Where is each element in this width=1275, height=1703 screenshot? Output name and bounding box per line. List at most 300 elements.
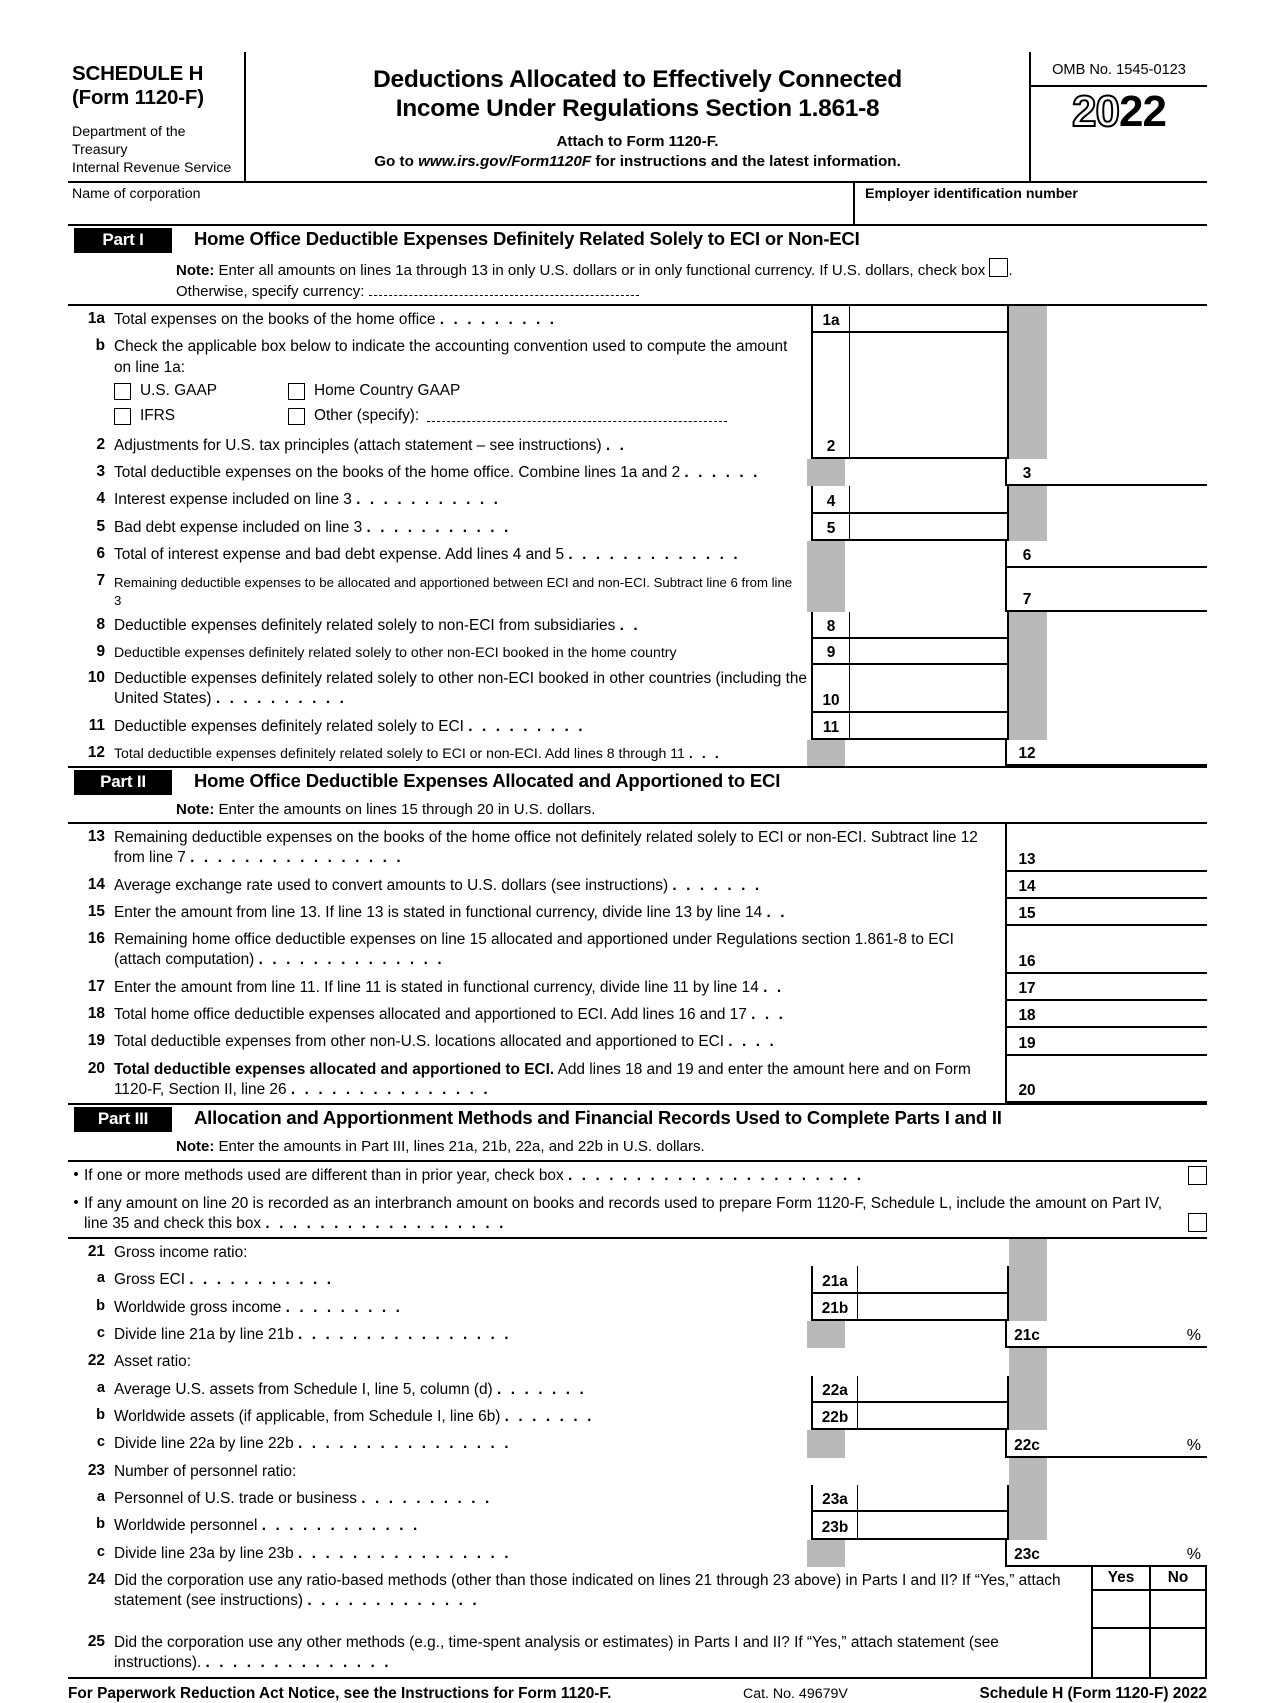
line-21c-letter: c [96,1324,105,1341]
line-1b-number: b [95,337,105,355]
line-16-box-label: 16 [1005,926,1047,974]
line-8-number: 8 [96,616,105,634]
shaded-cell [1009,639,1047,665]
line-21c-row [68,1321,1207,1348]
line-18-row [68,1001,1207,1028]
line-13-amount-input[interactable] [1047,824,1207,872]
part-2-note [68,797,1207,822]
line-23a-amount-input[interactable] [857,1485,1009,1512]
tax-year-block [1031,87,1207,136]
leader-dots: . . . . . . . . . [468,717,586,735]
leader-dots: . . [619,617,641,635]
part-3-note-text: Enter the amounts in Part III, lines 21a, 21b, 22a, and 22b in U.S. dollars. [214,1138,705,1156]
line-22a-row [68,1376,1207,1403]
part-1-note-end: . [1008,262,1013,280]
line-8-description [114,612,811,639]
line-11-text: Deductible expenses definitely related solely to ECI [114,717,464,735]
line-16-number: 16 [87,930,105,948]
empty-cell [1047,333,1207,431]
leader-dots: . . . . . . . . . . . . . . . . [190,849,404,867]
line-13-description [114,824,1005,872]
ein-field[interactable] [855,183,1207,224]
line-22c-letter: c [96,1434,105,1451]
line-19-number: 19 [87,1032,105,1050]
line-18-amount-input[interactable] [1047,1001,1207,1028]
line-7-amount-input[interactable] [1047,568,1207,612]
shaded-cell [1009,665,1047,713]
ifrs-checkbox[interactable] [114,408,131,425]
line-20-row [68,1056,1207,1104]
line-22b-description [114,1403,811,1430]
checkbox-other[interactable] [288,406,727,426]
us-gaap-checkbox[interactable] [114,383,131,400]
header-title-block [246,52,1031,181]
line-12-box-label: 12 [1005,740,1047,766]
part-2-note-text: Enter the amounts on lines 15 through 20 in U.S. dollars. [214,800,596,818]
part-3-banner [68,1103,1207,1161]
line-23b-amount-input[interactable] [857,1512,1009,1539]
line-17-row [68,974,1207,1001]
line-3-number: 3 [96,462,105,480]
paperwork-notice: For Paperwork Reduction Act Notice, see the Instructions for Form 1120-F. [68,1684,612,1702]
tax-year [1072,87,1166,136]
line-10-number: 10 [87,669,105,687]
line-24-yes-column[interactable] [1091,1567,1149,1629]
spacer-cell [849,1458,1009,1485]
bullet-prior-year-methods [68,1162,1207,1190]
line-1b-text: Check the applicable box below to indicate the accounting convention used to compute the amount on line 1a: [114,338,788,376]
line-1a-text: Total expenses on the books of the home office [114,310,436,328]
line-4-text: Interest expense included on line 3 [114,491,352,509]
leader-dots: . . . . . . . . . . . . . [307,1592,480,1610]
line-18-box-label: 18 [1005,1001,1047,1028]
line-1a-number: 1a [87,309,105,327]
leader-dots: . . . . . . . . . . . . . . . . [297,1325,512,1343]
part-2-note-label: Note: [176,800,215,818]
ifrs-label: IFRS [140,407,176,425]
line-11-box-label: 11 [811,713,849,740]
line-22a-amount-input[interactable] [857,1376,1009,1403]
line-5-number: 5 [96,517,105,535]
spacer-cell [849,1239,1009,1266]
line-4-description [114,486,811,513]
line-16-amount-input[interactable] [1047,926,1207,974]
line-18-text: Total home office deductible expenses allocated and apportioned to ECI. Add lines 16 and 17 [114,1006,747,1024]
line-14-description [114,872,1005,899]
other-specify-input[interactable] [427,411,727,422]
home-country-gaap-checkbox[interactable] [288,383,305,400]
omb-number: OMB No. 1545-0123 [1031,52,1207,87]
line-23a-text: Personnel of U.S. trade or business [114,1489,357,1507]
empty-cell [1047,486,1207,513]
leader-dots: . . . . . . . [504,1407,595,1425]
part-3-note-label: Note: [176,1138,215,1156]
part-1-tag: Part I [74,228,172,253]
dept-line-1: Department of the Treasury [72,124,186,159]
line-22c-text: Divide line 22a by line 22b [114,1435,294,1453]
shaded-cell [1009,1376,1047,1403]
line-8-text: Deductible expenses definitely related solely to non-ECI from subsidiaries [114,617,616,635]
line-7-description [114,568,807,612]
leader-dots: . . . . . . . . . . . . . [568,545,741,563]
line-7-number-real: 7 [96,572,105,590]
line-18-description [114,1001,1005,1028]
line-21b-letter: b [96,1297,105,1314]
part-3-note [68,1134,1207,1159]
header-right [1031,52,1207,181]
prior-year-methods-checkbox[interactable] [1188,1166,1207,1185]
part-1-title: Home Office Deductible Expenses Definitely Related Solely to ECI or Non-ECI [194,228,860,250]
goto-suffix: for instructions and the latest information. [591,152,901,170]
line-15-amount-input[interactable] [1047,899,1207,926]
line-1b-row [68,333,1207,431]
line-14-row [68,872,1207,899]
line-22c-row [68,1430,1207,1457]
line-10-row [68,665,1207,713]
line-23c-description [114,1540,807,1567]
line-22-number: 22 [87,1352,105,1370]
line-22a-description [114,1376,811,1403]
line-23b-row [68,1512,1207,1539]
line-3-text: Total deductible expenses on the books of the home office. Combine lines 1a and 2 [114,463,681,481]
leader-dots: . . [605,436,627,454]
line-20-amount-input[interactable] [1047,1056,1207,1104]
line-4-amount-input[interactable] [849,486,1009,513]
tax-year-suffix: 22 [1119,87,1166,136]
part-2-title: Home Office Deductible Expenses Allocated and Apportioned to ECI [194,769,781,791]
line-21-description [114,1239,811,1266]
line-22-description [114,1348,811,1375]
line-1a-description [114,306,811,333]
line-24-number: 24 [87,1570,105,1588]
line-22b-amount-input[interactable] [857,1403,1009,1430]
line-12-amount-input[interactable] [1047,740,1207,766]
line-24-text: Did the corporation use any ratio-based methods (other than those indicated on lines 21 through 23 above) in Parts I and II? If “Yes,” attach statement (see instructions) [114,1571,1061,1610]
part-3-bullets [68,1162,1207,1239]
line-6-amount-input[interactable] [1047,541,1207,568]
line-10-description [114,665,811,713]
spacer-cell [1047,1485,1207,1512]
line-22a-box-label: 22a [811,1376,857,1403]
attach-instruction: Attach to Form 1120-F. [556,132,719,150]
name-of-corporation-label: Name of corporation [72,186,201,203]
line-17-amount-input[interactable] [1047,974,1207,1001]
shaded-cell [1009,1512,1047,1539]
shaded-cell [1009,1266,1047,1293]
line-22a-letter: a [96,1379,105,1396]
line-10-box-label: 10 [811,665,849,713]
line-25-yes-column[interactable] [1091,1629,1149,1677]
shaded-cell [1009,486,1047,513]
spacer-cell [1047,1348,1207,1375]
line-13-number: 13 [87,827,105,845]
line-3-description [114,459,807,486]
line-13-row [68,824,1207,872]
line-17-box-label: 17 [1005,974,1047,1001]
leader-dots: . . [766,903,788,921]
leader-dots: . . . [688,745,722,761]
interbranch-amount-checkbox[interactable] [1188,1213,1207,1232]
form-title-line-2: Income Under Regulations Section 1.861-8 [395,94,880,122]
line-23c-percent-input[interactable] [1047,1540,1207,1567]
line-11-amount-input[interactable] [849,713,1009,740]
line-15-row [68,899,1207,926]
spacer-cell [811,1239,849,1266]
leader-dots: . . . . . . . . . . . . [261,1517,420,1535]
empty-cell [845,740,1005,766]
accounting-convention-row-2 [114,403,807,428]
line-21b-text: Worldwide gross income [114,1298,282,1316]
line-17-number: 17 [87,977,105,995]
line-17-description [114,974,1005,1001]
checkbox-home-country-gaap[interactable] [288,381,460,401]
line-4-row [68,486,1207,513]
line-21c-box-label: 21c [1005,1321,1047,1348]
shaded-cell [1009,1403,1047,1430]
line-13-text: Remaining deductible expenses on the books of the home office not definitely related solely to ECI or non-ECI. Subtract line 12 from line 7 [114,828,978,867]
line-22b-text: Worldwide assets (if applicable, from Schedule I, line 6b) [114,1407,501,1425]
line-17-text: Enter the amount from line 11. If line 11 is stated in functional currency, divide line 11 by line 14 [114,978,759,996]
line-14-text: Average exchange rate used to convert amounts to U.S. dollars (see instructions) [114,876,669,894]
line-12-description [114,740,807,766]
name-of-corporation-field[interactable] [68,183,855,224]
line-23c-text: Divide line 23a by line 23b [114,1544,294,1562]
line-22b-letter: b [96,1406,105,1423]
us-gaap-label: U.S. GAAP [140,381,217,399]
line-10-amount-input[interactable] [849,665,1009,713]
checkbox-ifrs[interactable] [114,406,288,426]
empty-cell [1047,514,1207,541]
line-2-amount-input[interactable] [849,432,1009,459]
line-2-description [114,432,811,459]
line-21-row [68,1239,1207,1266]
line-25-no-column[interactable] [1149,1629,1207,1677]
line-16-description [114,926,1005,974]
line-21-number: 21 [87,1242,105,1260]
line-23a-letter: a [96,1488,105,1505]
bullet-1-text: If one or more methods used are different than in prior year, check box [84,1166,564,1184]
line-21c-description [114,1321,807,1348]
line-3-row [68,459,1207,486]
line-25-yes-checkbox[interactable] [1093,1629,1149,1677]
line-22c-description [114,1430,807,1457]
line-19-box-label: 19 [1005,1028,1047,1055]
line-24-yes-checkbox[interactable] [1093,1591,1149,1629]
line-23b-text: Worldwide personnel [114,1517,258,1535]
line-2-box-label: 2 [811,432,849,459]
checkbox-us-gaap[interactable] [114,381,288,401]
shaded-cell [807,568,845,612]
line-21a-row [68,1266,1207,1293]
line-13-box-label: 13 [1005,824,1047,872]
line-21a-amount-input[interactable] [857,1266,1009,1293]
line-1a-box-label: 1a [811,306,849,333]
line-20-text-bold: Total deductible expenses allocated and apportioned to ECI. [114,1060,555,1078]
line-7-row [68,568,1207,612]
shaded-cell [1009,1294,1047,1321]
line-10-text: Deductible expenses definitely related solely to other non-ECI booked in other countries (including the United States) [114,670,807,708]
form-number: (Form 1120-F) [72,86,204,110]
shaded-cell [1009,713,1047,740]
line-1a-amount-input[interactable] [849,306,1009,333]
line-15-box-label: 15 [1005,899,1047,926]
line-11-number: 11 [88,716,105,734]
part-1-note-line2: Otherwise, specify currency: [176,282,365,300]
currency-input-line[interactable] [369,285,639,296]
line-2-row [68,432,1207,459]
ein-label: Employer identification number [865,186,1078,203]
line-8-amount-input[interactable] [849,612,1009,639]
line-15-number: 15 [87,902,105,920]
no-header: No [1151,1567,1205,1591]
line-21a-letter: a [96,1270,105,1287]
percent-symbol: % [1186,1436,1201,1454]
line-21-text: Gross income ratio: [114,1243,248,1261]
line-23b-letter: b [96,1516,105,1533]
leader-dots: . . . . . . . . . . . . . . [258,951,445,969]
shaded-cell [1009,432,1047,459]
bullet-dot-icon: • [73,1165,79,1183]
line-21b-amount-input[interactable] [857,1294,1009,1321]
header-left [68,52,246,181]
line-22-text: Asset ratio: [114,1353,191,1371]
line-19-amount-input[interactable] [1047,1028,1207,1055]
line-25-text: Did the corporation use any other methods (e.g., time-spent analysis or estimates) in Parts I and II? If “Yes,” attach statement (see instructions). [114,1633,999,1672]
line-6-description [114,541,807,568]
leader-dots: . . . . . . . . . . . . . . . . [297,1544,512,1562]
line-25-description [114,1629,1091,1677]
form-identifier: Schedule H (Form 1120-F) 2022 [979,1684,1207,1702]
dept-line-2: Internal Revenue Service [72,160,232,177]
leader-dots: . . . . . . . . . . . . . . . . . . [265,1215,507,1233]
empty-cell [845,541,1005,568]
shaded-cell [807,740,845,766]
empty-cell [845,568,1005,612]
line-2-text: Adjustments for U.S. tax principles (attach statement – see instructions) [114,436,602,454]
form-title-line-1: Deductions Allocated to Effectively Connected [373,66,902,93]
accounting-convention-row-1 [114,378,807,403]
spacer-cell [1047,1512,1207,1539]
line-6-box-label: 6 [1005,541,1047,568]
line-19-text: Total deductible expenses from other non-U.S. locations allocated and apportioned to ECI [114,1033,725,1051]
bullet-2-text: If any amount on line 20 is recorded as an interbranch amount on books and records used to prepare Form 1120-F, Schedule L, include the amount on Part IV, line 35 and check this box [84,1194,1162,1233]
part-3-title: Allocation and Apportionment Methods and Financial Records Used to Complete Parts I and II [194,1107,1002,1129]
line-8-box-label: 8 [811,612,849,639]
spacer-cell [811,1348,849,1375]
spacer-cell [1047,1239,1207,1266]
identification-row [68,183,1207,226]
line-14-amount-input[interactable] [1047,872,1207,899]
part-1-note-text: Enter all amounts on lines 1a through 13 in only U.S. dollars or in only functional currency. If U.S. dollars, check box [214,262,986,280]
line-9-amount-input[interactable] [849,639,1009,665]
line-3-amount-input[interactable] [1047,459,1207,486]
line-21c-percent-input[interactable] [1047,1321,1207,1348]
line-19-row [68,1028,1207,1055]
line-25-row [68,1629,1207,1677]
line-3-box-label: 3 [1005,459,1047,486]
shaded-cell [1009,612,1047,639]
usd-currency-checkbox[interactable] [989,258,1008,277]
shaded-cell [807,1321,845,1348]
shaded-cell [1009,1485,1047,1512]
line-15-description [114,899,1005,926]
line-12-row [68,740,1207,766]
other-label: Other (specify): [314,407,420,425]
shaded-cell [807,459,845,486]
other-checkbox[interactable] [288,408,305,425]
leader-dots: . . [763,978,784,996]
shaded-cell [1009,1348,1047,1375]
bullet-1-text-wrap [84,1166,1183,1188]
line-22b-box-label: 22b [811,1403,857,1430]
form-footer [68,1677,1207,1703]
line-20-description [114,1056,1005,1104]
bullet-2-text-wrap [84,1194,1183,1235]
spacer-cell [1047,1403,1207,1430]
line-24-row [68,1567,1207,1629]
line-23a-row [68,1485,1207,1512]
line-14-box-label: 14 [1005,872,1047,899]
empty-cell [1047,306,1207,333]
line-16-row [68,926,1207,974]
line-24-no-column[interactable] [1149,1567,1207,1629]
line-9-description [114,639,811,665]
part-1-note-label: Note: [176,262,215,280]
prior-year-methods-checkbox-wrap[interactable] [1183,1166,1207,1188]
line-1b-cell-spacer [849,333,1009,431]
leader-dots: . . . . . . . . . . . [189,1271,334,1289]
line-5-amount-input[interactable] [849,514,1009,541]
line-4-number: 4 [96,490,105,508]
yes-header: Yes [1093,1567,1149,1591]
line-20-box-label: 20 [1005,1056,1047,1104]
line-9-row [68,639,1207,665]
tax-year-prefix: 20 [1072,87,1119,136]
line-22a-text: Average U.S. assets from Schedule I, line 5, column (d) [114,1380,493,1398]
line-7-box-label: 7 [1005,568,1047,612]
line-20-number: 20 [87,1059,105,1077]
line-9-text: Deductible expenses definitely related solely to other non-ECI booked in the home country [114,644,677,661]
leader-dots: . . . . . . . . . [439,310,557,328]
part-1-banner [68,226,1207,306]
leader-dots: . . . . . . . . . . [215,690,347,708]
line-14-number: 14 [87,875,105,893]
line-23c-letter: c [96,1543,105,1560]
line-24-no-checkbox[interactable] [1151,1591,1205,1629]
line-22-row [68,1348,1207,1375]
line-6-number: 6 [96,544,105,562]
leader-dots: . . . . . . . . . . . . . . . . . . . . . . [567,1166,864,1184]
line-12-number: 12 [87,744,105,761]
line-25-no-checkbox[interactable] [1151,1629,1205,1677]
irs-url[interactable]: www.irs.gov/Form1120F [418,152,592,170]
line-18-number: 18 [87,1005,105,1023]
line-21a-text: Gross ECI [114,1271,185,1289]
line-23-description [114,1458,811,1485]
leader-dots: . . . [751,1006,786,1024]
spacer-cell [1047,1376,1207,1403]
interbranch-checkbox-wrap[interactable] [1183,1213,1207,1235]
line-22c-percent-input[interactable] [1047,1430,1207,1457]
empty-cell [1047,639,1207,665]
line-16-text: Remaining home office deductible expenses on line 15 allocated and apportioned under Regulations section 1.861-8 to ECI (attach computation) [114,931,954,969]
leader-dots: . . . . . . . [672,876,762,894]
line-1b-box-spacer [811,333,849,431]
line-22b-row [68,1403,1207,1430]
line-21a-description [114,1266,811,1293]
empty-cell [1047,612,1207,639]
part-2-tag: Part II [74,770,172,795]
